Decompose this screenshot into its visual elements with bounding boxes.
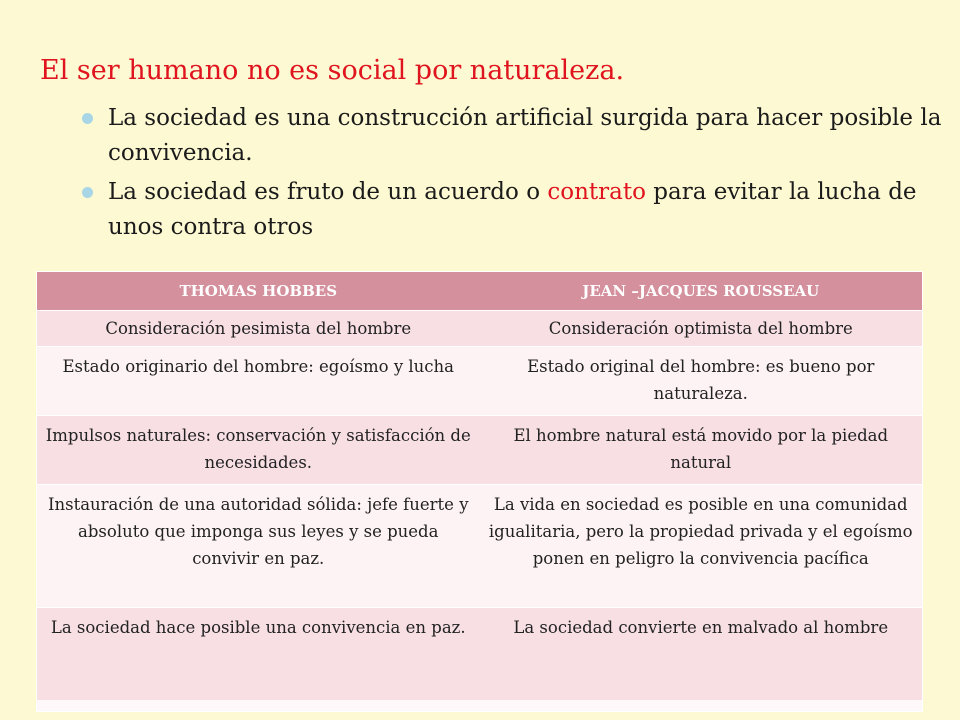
table-row: [37, 416, 922, 485]
bullet-item: [82, 175, 942, 245]
bullet-highlight: contrato: [547, 179, 646, 205]
table-cell: Consideración pesimista del hombre: [37, 311, 480, 347]
table-cell: La vida en sociedad es posible en una comunidad igualitaria, pero la propiedad privada y el egoísmo ponen en peligro la convivencia pacífica: [480, 485, 923, 608]
table-cell: La sociedad convierte en malvado al hombre: [480, 608, 923, 701]
table-cell: El hombre natural está movido por la piedad natural: [480, 416, 923, 485]
comparison-table-container: [36, 271, 923, 712]
table-cell: Instauración de una autoridad sólida: jefe fuerte y absoluto que imponga sus leyes y se pueda convivir en paz.: [37, 485, 480, 608]
bullet-text-after: para evitar la lucha de unos contra otros: [108, 179, 917, 240]
table-cell: La sociedad hace posible una convivencia en paz.: [37, 608, 480, 701]
bullet-list: [82, 101, 942, 249]
table-row: [37, 608, 922, 701]
table-cell: Estado originario del hombre: egoísmo y lucha: [37, 347, 480, 416]
slide-heading: El ser humano no es social por naturaleza.: [40, 55, 625, 86]
header-rousseau: JEAN –JACQUES ROUSSEAU: [480, 272, 923, 311]
bullet-text-before: La sociedad es fruto de un acuerdo o: [108, 179, 548, 205]
table-row: [37, 347, 922, 416]
table-cell: Estado original del hombre: es bueno por naturaleza.: [480, 347, 923, 416]
bullet-dot-icon: [82, 187, 93, 198]
header-hobbes: THOMAS HOBBES: [37, 272, 480, 311]
bullet-dot-icon: [82, 113, 93, 124]
table-row: [37, 485, 922, 608]
table-header-row: [37, 272, 922, 311]
table-cell: Impulsos naturales: conservación y satisfacción de necesidades.: [37, 416, 480, 485]
table-cell: Consideración optimista del hombre: [480, 311, 923, 347]
bullet-item: [82, 101, 942, 171]
bullet-text: La sociedad es una construcción artificial surgida para hacer posible la convivencia.: [108, 105, 942, 166]
table-row: [37, 311, 922, 347]
comparison-table: [37, 272, 922, 700]
